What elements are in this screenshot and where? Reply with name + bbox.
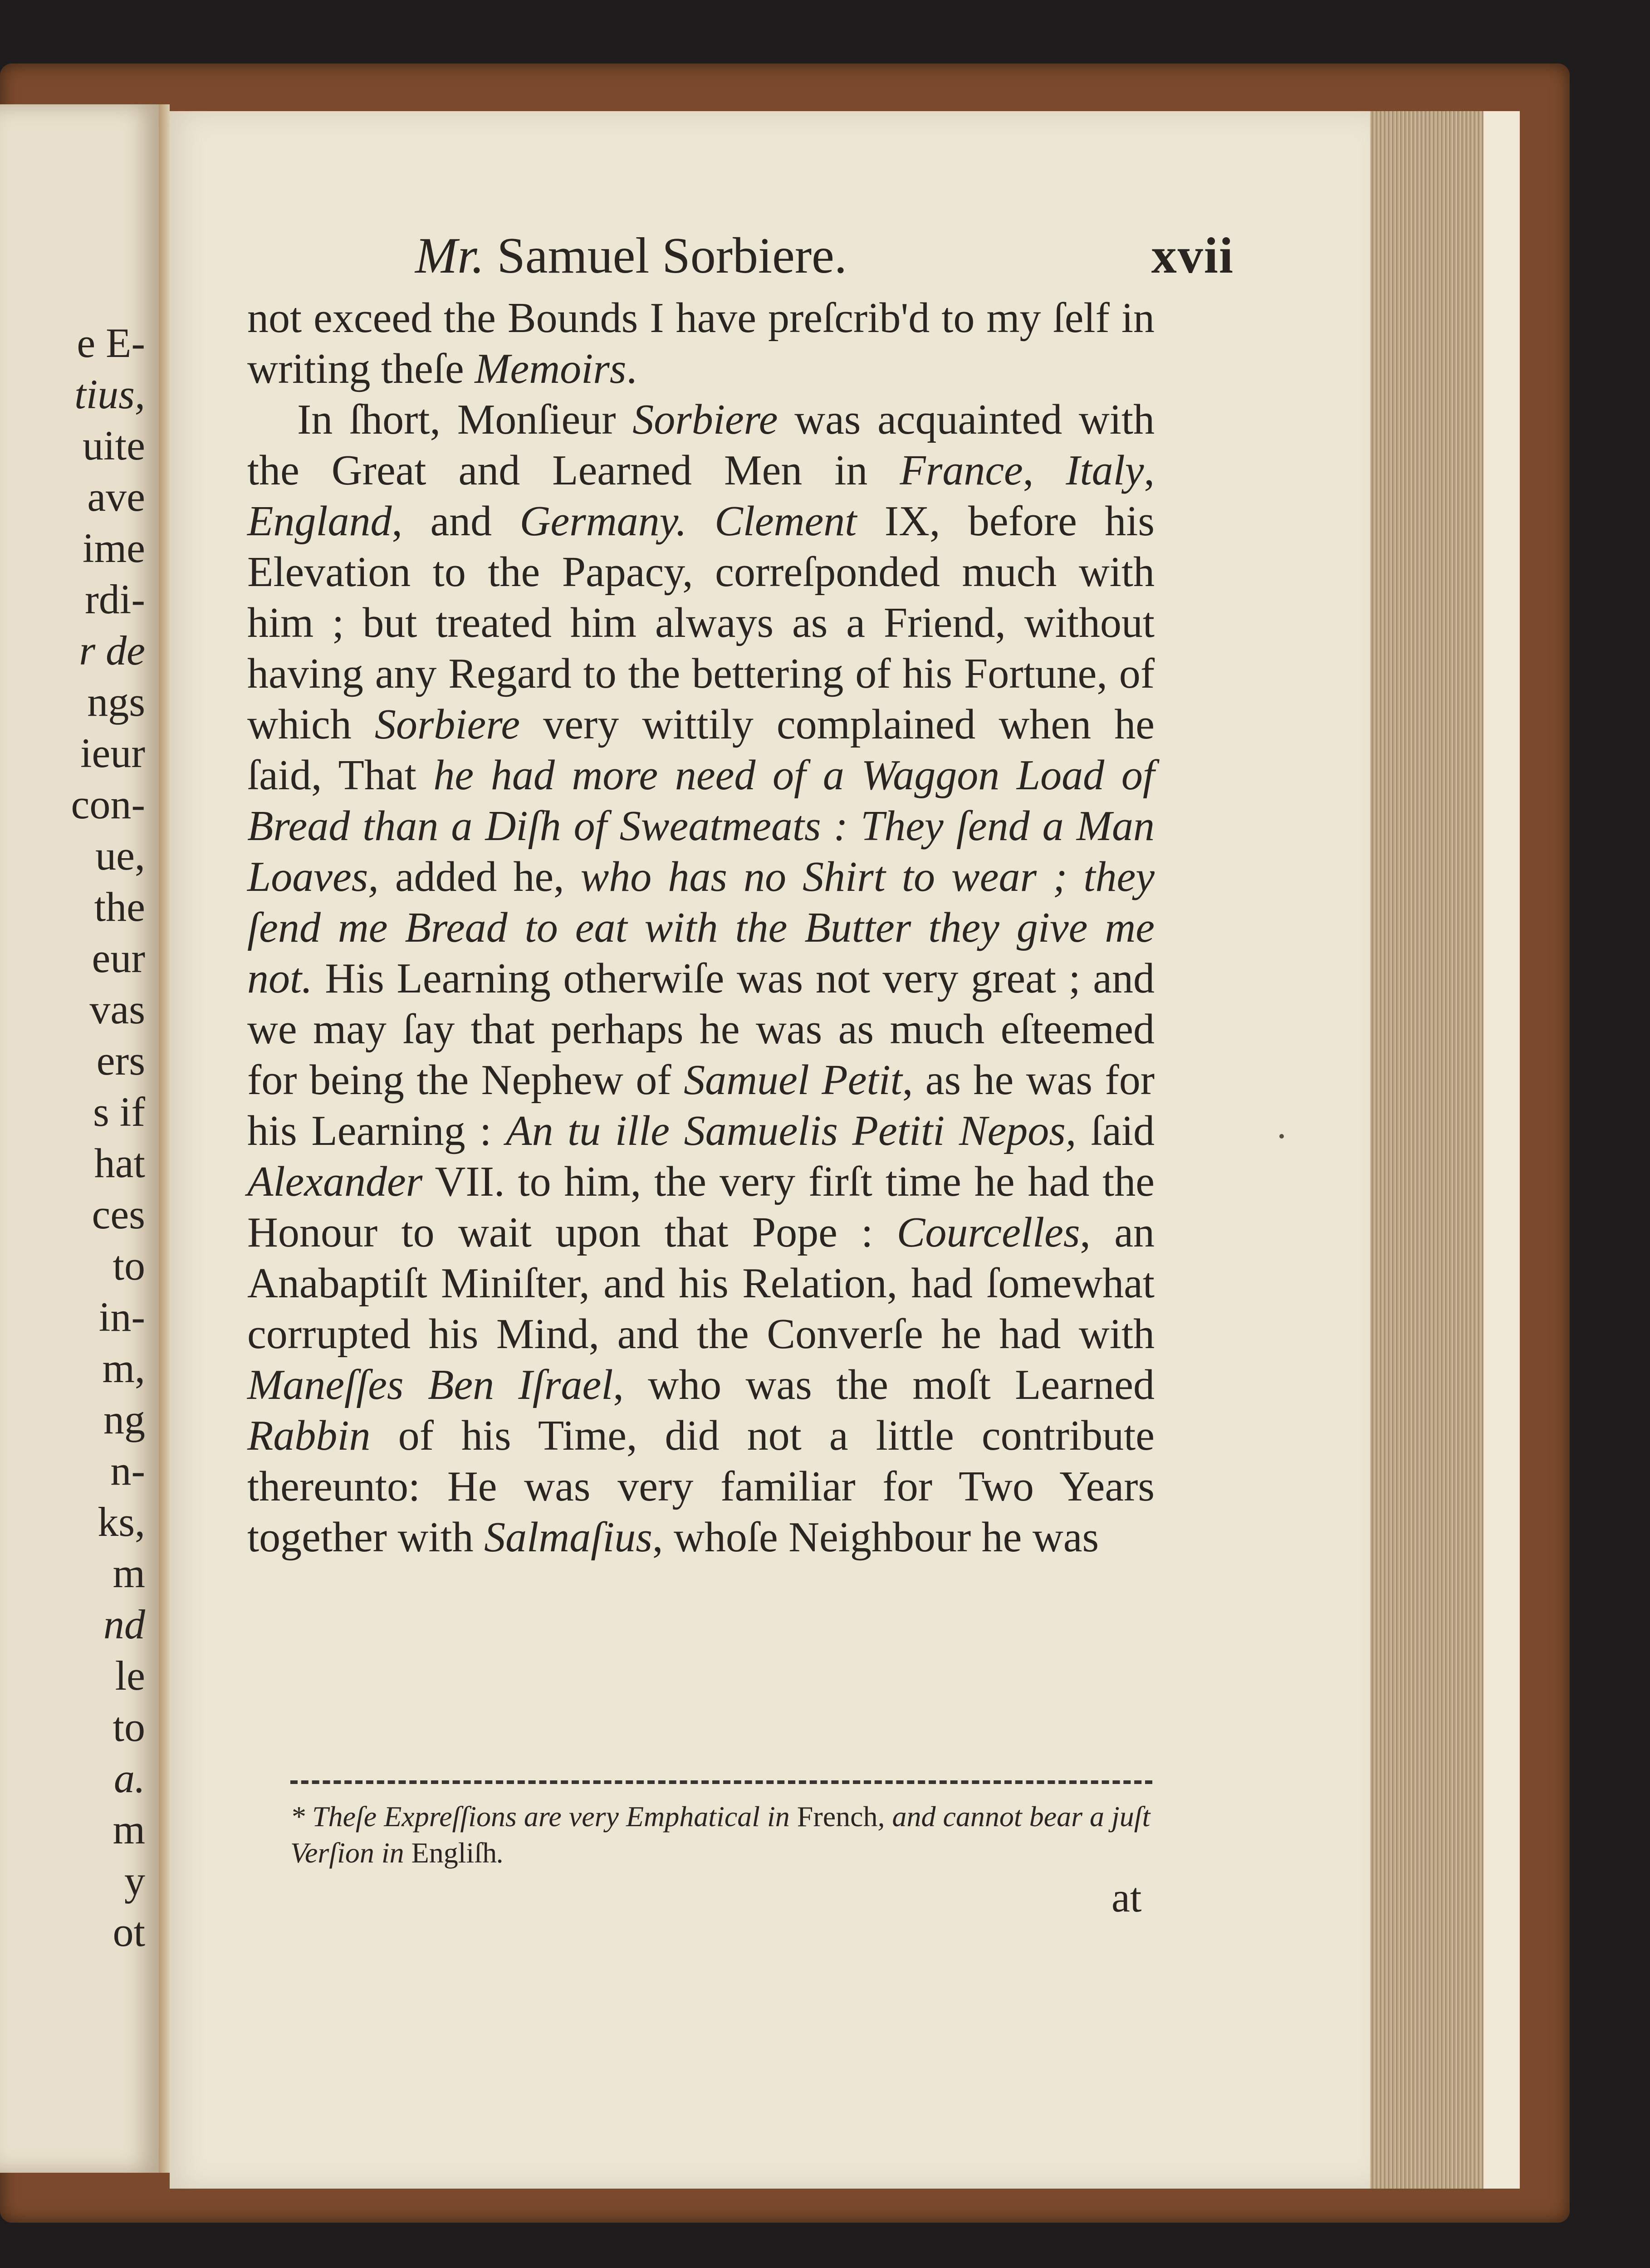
left-page-fragment: eur: [92, 935, 145, 981]
left-page-text-fragments: [71, 318, 145, 1958]
left-page-fragment: ngs: [87, 679, 145, 725]
left-page-fragment: ave: [87, 474, 145, 520]
left-page-fragment: the: [94, 884, 145, 930]
book-gutter: [159, 104, 170, 2173]
left-page-fragment: r de: [79, 627, 145, 674]
fore-edge: [1484, 111, 1520, 2189]
catchword: at: [1111, 1874, 1142, 1921]
left-page-fragment: n-: [110, 1447, 145, 1494]
left-page-fragment: ng: [103, 1396, 145, 1442]
left-page: [0, 104, 159, 2173]
left-page-fragment: m,: [102, 1345, 145, 1391]
page-number: xvii: [1151, 228, 1234, 284]
main-text: [247, 293, 1155, 1563]
paragraph-continuation: not exceed the Bounds I have preſcrib'd to my ſelf in writing theſe Memoirs.: [247, 294, 1155, 392]
left-page-fragment: hat: [94, 1140, 145, 1186]
left-page-fragment: a.: [114, 1755, 145, 1801]
left-page-fragment: ue,: [95, 832, 145, 879]
left-page-fragment: vas: [89, 986, 145, 1032]
left-page-fragment: uite: [83, 422, 145, 469]
left-page-fragment: m: [113, 1806, 145, 1853]
left-page-fragment: le: [115, 1652, 145, 1699]
footnote-rule: [290, 1780, 1152, 1784]
left-page-fragment: to: [113, 1242, 145, 1289]
left-page-fragment: ime: [83, 525, 145, 571]
title-name: Samuel Sorbiere.: [484, 228, 847, 284]
footnote: * Theſe Expreſſions are very Emphatical in French, and cannot bear a juſt Verſion in Engliſh.: [290, 1800, 1151, 1869]
left-page-fragment: s if: [93, 1089, 145, 1135]
paragraph-sorbiere: In ſhort, Monſieur Sorbiere was acquainted with the Great and Learned Men in France, Italy, England, and Germany. Clement IX, before his Elevation to the Papacy, correſponded much with him ; but treated him always as a Friend, without having any Regard to the bettering of his Fortune, of which Sorbiere very wittily complained when he ſaid, That he had more need of a Waggon Load of Bread than a Diſh of Sweatmeats : They ſend a Man Loaves, added he, who has no Shirt to wear ; they ſend me Bread to eat with the Butter they give me not. His Learning otherwiſe was not very great ; and we may ſay that perhaps he was as much eſteemed for being the Nephew of Samuel Petit, as he was for his Learning : An tu ille Samuelis Petiti Nepos, ſaid Alexander VII. to him, the very firſt time he had the Honour to wait upon that Pope : Courcelles, an Anabaptiſt Miniſter, and his Relation, had ſomewhat corrupted his Mind, and the Converſe he had with Maneſſes Ben Iſrael, who was the moſt Learned Rabbin of his Time, did not a little contribute thereunto: He was very familiar for Two Years together with Salmaſius, whoſe Neighbour he was: [247, 396, 1155, 1561]
left-page-fragment: to: [113, 1704, 145, 1750]
left-page-fragment: nd: [103, 1601, 145, 1647]
title-prefix: Mr.: [415, 228, 485, 284]
left-page-fragment: rdi-: [85, 576, 145, 622]
running-title: [415, 227, 847, 285]
left-page-fragment: ers: [96, 1037, 145, 1084]
left-page-fragment: ieur: [80, 730, 145, 776]
running-header: [247, 227, 1234, 290]
left-page-fragment: e E-: [77, 320, 145, 366]
left-page-fragment: ot: [113, 1909, 145, 1955]
left-page-fragment: con-: [71, 781, 145, 827]
left-page-fragment: in-: [98, 1294, 145, 1340]
left-page-fragment: ks,: [98, 1499, 145, 1545]
page-edges: [1370, 111, 1484, 2189]
left-page-fragment: tius,: [74, 371, 145, 417]
left-page-fragment: m: [113, 1550, 145, 1596]
left-page-fragment: ces: [92, 1191, 145, 1237]
ink-speck: [1279, 1134, 1284, 1139]
left-page-fragment: y: [124, 1857, 145, 1904]
